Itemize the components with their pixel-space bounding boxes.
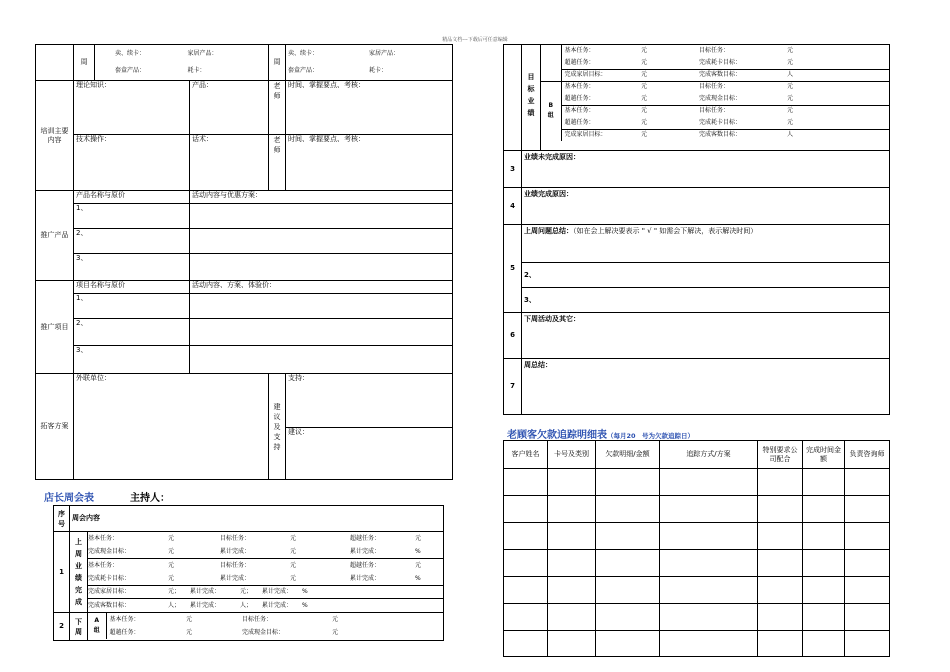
rt-num-5: 5: [504, 225, 522, 313]
partner-cell: 外联单位：: [74, 374, 269, 480]
last-week-content: [88, 532, 444, 613]
table-cell: [596, 631, 660, 657]
week-label-2: 周: [269, 45, 286, 81]
n-cash-goal: 完成现金目标：: [242, 628, 285, 636]
r-cust-goal: 完成客数目标：: [699, 71, 742, 78]
consume-card-label: 耗卡：: [187, 67, 206, 75]
table-row: [504, 496, 890, 523]
m-yuan-4: 元: [168, 547, 175, 555]
table-cell: [504, 604, 548, 631]
table-cell: [845, 577, 890, 604]
table-cell: [596, 523, 660, 550]
r-yuan-9: 元: [787, 94, 794, 102]
m-yuan-semi-1: 元；: [168, 588, 181, 595]
r-person-2: 人: [787, 131, 794, 139]
r-home-goal: 完成家居目标：: [564, 71, 607, 78]
promo-product-row-3: 3、: [74, 254, 190, 281]
table-cell: [660, 631, 758, 657]
time-points-cell-2: 时间、掌握要点、考核：: [286, 135, 453, 191]
r-cash-goal: 完成现金目标：: [699, 94, 742, 102]
not-done-reason: 业绩未完成原因：: [522, 151, 890, 188]
n-exceed: 超越任务：: [109, 628, 140, 636]
rt-num-4: 4: [504, 188, 522, 225]
product-cell: 产品：: [190, 81, 269, 135]
content-header: 周会内容: [70, 506, 444, 532]
meeting-host: 主持人：: [130, 493, 170, 504]
support-cell: 支持：: [286, 374, 453, 428]
table-cell: [803, 469, 845, 496]
week-summary: 周总结：: [522, 359, 890, 415]
m-cum-7: 累计完成：: [190, 601, 221, 609]
r-yuan-4: 元: [787, 58, 794, 66]
rt-num-3: 3: [504, 151, 522, 188]
m-person-semi-2: 人；: [240, 601, 253, 609]
m-pct-3: %: [302, 588, 308, 595]
issue-3: 3、: [522, 288, 890, 313]
m-basic-1: 基本任务：: [88, 534, 119, 542]
m-yuan-7: 元: [290, 561, 297, 569]
promo-project-row-3: 3、: [74, 346, 190, 374]
table-cell: [548, 604, 596, 631]
table-cell: [504, 577, 548, 604]
r-basic-1: 基本任务：: [564, 47, 595, 54]
last-issues-label: 上周问题总结：: [524, 227, 573, 235]
week-blank: [36, 45, 74, 81]
table-cell: [548, 469, 596, 496]
table-cell: [803, 496, 845, 523]
table-cell: [758, 550, 803, 577]
m-cum-8: 累计完成：: [262, 601, 293, 609]
m-cum-2: 累计完成：: [350, 547, 381, 555]
table-cell: [596, 604, 660, 631]
m-yuan-2: 元: [290, 534, 297, 542]
table-cell: [548, 496, 596, 523]
table-cell: [660, 604, 758, 631]
next-activity: 下周活动及其它：: [522, 313, 890, 359]
r-yuan-1: 元: [641, 47, 648, 54]
m-cum-3: 累计完成：: [220, 574, 251, 582]
table-row: [504, 577, 890, 604]
table-cell: [803, 577, 845, 604]
theory-cell: 理论知识：: [74, 81, 190, 135]
r-target-1: 目标任务：: [699, 47, 730, 54]
last-issues-cell: [522, 225, 890, 263]
m-cust-goal: 完成客数目标：: [88, 601, 131, 609]
training-label: 培训主要内容: [36, 81, 74, 191]
m-cum-6: 累计完成：: [262, 588, 293, 595]
arrears-h-done: 完成时间金额: [803, 441, 845, 469]
arrears-h-consultant: 负责咨询师: [845, 441, 890, 469]
r-yuan-7: 元: [787, 83, 794, 91]
table-cell: [504, 469, 548, 496]
table-cell: [845, 631, 890, 657]
rt-num-7: 7: [504, 359, 522, 415]
table-cell: [803, 604, 845, 631]
table-cell: [548, 550, 596, 577]
n-yuan-2: 元: [332, 615, 339, 623]
table-cell: [596, 469, 660, 496]
table-cell: [803, 550, 845, 577]
table-cell: [803, 631, 845, 657]
done-reason: 业绩完成原因：: [522, 188, 890, 225]
expand-label: 拓客方案: [36, 374, 74, 480]
r-yuan-2: 元: [787, 47, 794, 54]
m-pct-1: %: [415, 547, 421, 555]
m-target-2: 目标任务：: [220, 561, 251, 569]
script-cell: 话术：: [190, 135, 269, 191]
promo-project-row-2: 2、: [74, 319, 190, 346]
header-note: 精品文档---下载后可任意编辑: [442, 37, 508, 43]
arrears-h-detail: 欠款明细/金额: [596, 441, 660, 469]
table-cell: [758, 469, 803, 496]
arrears-h-support: 特别要求公司配合: [758, 441, 803, 469]
table-cell: [504, 496, 548, 523]
promo-product-offer-2: [190, 229, 453, 254]
promo-project-plan-3: [190, 346, 453, 374]
week-label: 周: [74, 45, 95, 81]
r-yuan-14: 元: [641, 131, 648, 139]
table-cell: [758, 631, 803, 657]
table-row: [504, 523, 890, 550]
arrears-subtitle: （每月20 号为欠款追踪日）: [607, 432, 695, 440]
m-yuan-6: 元: [168, 561, 175, 569]
promo-product-label: 推广产品: [36, 191, 74, 281]
r-target-2: 目标任务：: [699, 83, 730, 91]
n-yuan-4: 元: [332, 628, 339, 636]
table-row: [504, 604, 890, 631]
m-pct-2: %: [415, 574, 421, 582]
r-yuan-8: 元: [641, 94, 648, 102]
m-yuan-9: 元: [168, 574, 175, 582]
advice-support-label: 建议及支持: [269, 374, 286, 480]
arrears-h-method: 追踪方式/方案: [660, 441, 758, 469]
r-exceed-2: 超越任务：: [564, 94, 595, 102]
r-person-1: 人: [787, 71, 794, 78]
m-cash-goal: 完成现金目标：: [88, 547, 131, 555]
r-yuan-3: 元: [641, 58, 648, 66]
arrears-table: [503, 440, 890, 657]
activity-plan: 活动内容、方案、体验价：: [190, 281, 453, 294]
table-cell: [596, 496, 660, 523]
m-target-1: 目标任务：: [220, 534, 251, 542]
table-cell: [548, 577, 596, 604]
table-cell: [758, 496, 803, 523]
m-home-goal: 完成家居目标：: [88, 588, 131, 595]
table-cell: [596, 550, 660, 577]
table-cell: [504, 631, 548, 657]
arrears-h-card: 卡号及类别: [548, 441, 596, 469]
home-product-label: 家居产品：: [187, 49, 218, 57]
sales-card-label-2: 卖、续卡：: [288, 49, 319, 57]
r-basic-2: 基本任务：: [564, 83, 595, 91]
arrears-h-name: 客户姓名: [504, 441, 548, 469]
sales-card-label: 卖、续卡：: [115, 49, 146, 57]
promo-product-row-2: 2、: [74, 229, 190, 254]
n-yuan-3: 元: [186, 628, 193, 636]
table-row: [504, 469, 890, 496]
r-home-goal-2: 完成家居目标：: [564, 131, 607, 139]
rt-blank: [504, 45, 522, 151]
group-b-label: B组: [541, 81, 561, 141]
m-exceed-2: 超越任务：: [350, 561, 381, 569]
table-cell: [504, 550, 548, 577]
issue-2: 2、: [522, 263, 890, 288]
consume-card-label-2: 耗卡：: [369, 67, 388, 75]
m-basic-2: 基本任务：: [88, 561, 119, 569]
m-cum-4: 累计完成：: [350, 574, 381, 582]
m-exceed-1: 超越任务：: [350, 534, 381, 542]
group-a-label: A组: [88, 613, 106, 639]
seq-header: 序号: [54, 506, 70, 532]
table-cell: [504, 523, 548, 550]
table-cell: [596, 577, 660, 604]
r-yuan-12: 元: [641, 118, 648, 126]
arrears-header-row: [504, 441, 890, 469]
r-card-goal-1: 完成耗卡目标：: [699, 58, 742, 66]
target-perf-content: [541, 45, 890, 151]
num-1: 1: [54, 532, 70, 613]
last-week-label: 上周业绩完成: [70, 532, 88, 613]
r-yuan-10: 元: [641, 107, 648, 115]
m-yuan-1: 元: [168, 534, 175, 542]
m-cum-1: 累计完成：: [220, 547, 251, 555]
advice-cell: 建议：: [286, 428, 453, 480]
m-yuan-semi-2: 元；: [240, 588, 253, 595]
promo-product-offer-3: [190, 254, 453, 281]
m-yuan-10: 元: [290, 574, 297, 582]
teacher-label-2: 老师: [269, 135, 286, 191]
next-week-label: 下周: [70, 613, 88, 641]
box-product-label: 套盒产品：: [115, 67, 146, 75]
table-row: [504, 550, 890, 577]
promo-project-label: 推广项目: [36, 281, 74, 374]
table-cell: [758, 604, 803, 631]
table-cell: [660, 550, 758, 577]
r-target-3: 目标任务：: [699, 107, 730, 115]
r-exceed-3: 超越任务：: [564, 118, 595, 126]
r-exceed-1: 超越任务：: [564, 58, 595, 66]
table-cell: [660, 523, 758, 550]
m-card-goal: 完成耗卡目标：: [88, 574, 131, 582]
time-points-cell: 时间、掌握要点、考核：: [286, 81, 453, 135]
table-cell: [803, 523, 845, 550]
teacher-label: 老师: [269, 81, 286, 135]
n-target: 目标任务：: [242, 615, 273, 623]
promo-project-plan-2: [190, 319, 453, 346]
week-sales-cell-2: [286, 45, 453, 81]
n-yuan-1: 元: [186, 615, 193, 623]
r-yuan-5: 元: [641, 71, 648, 78]
table-cell: [758, 577, 803, 604]
meeting-title: 店长周会表: [44, 493, 94, 504]
r-card-goal-2: 完成耗卡目标：: [699, 118, 742, 126]
promo-product-offer-1: [190, 204, 453, 229]
product-name-price: 产品名称与原价: [74, 191, 190, 204]
table-cell: [845, 550, 890, 577]
num-2: 2: [54, 613, 70, 641]
project-name-price: 项目名称与原价: [74, 281, 190, 294]
n-basic: 基本任务：: [109, 615, 140, 623]
m-pct-4: %: [302, 601, 308, 609]
m-yuan-8: 元: [415, 561, 422, 569]
m-person-semi-1: 人；: [168, 601, 181, 609]
promo-product-row-1: 1、: [74, 204, 190, 229]
target-perf-label: 目标业绩: [522, 45, 541, 151]
next-week-content: [88, 613, 444, 641]
r-yuan-6: 元: [641, 83, 648, 91]
box-product-label-2: 套盒产品：: [288, 67, 319, 75]
m-cum-5: 累计完成：: [190, 588, 221, 595]
meeting-table: [53, 505, 444, 641]
table-cell: [660, 577, 758, 604]
m-yuan-3: 元: [415, 534, 422, 542]
m-yuan-5: 元: [290, 547, 297, 555]
table-cell: [660, 469, 758, 496]
table-cell: [758, 523, 803, 550]
table-cell: [845, 604, 890, 631]
table-cell: [660, 496, 758, 523]
last-issues-note: （如在会上解决要表示 " √ " 如需会下解决，表示解决时间）: [573, 227, 758, 235]
table-cell: [548, 523, 596, 550]
table-cell: [845, 469, 890, 496]
promo-project-row-1: 1、: [74, 294, 190, 319]
technique-cell: 技术操作：: [74, 135, 190, 191]
week-sales-cell: [95, 45, 269, 81]
arrears-title: 老顾客欠款追踪明细表: [507, 430, 607, 441]
r-cust-goal-2: 完成客数目标：: [699, 131, 742, 139]
r-yuan-13: 元: [787, 118, 794, 126]
weekly-plan-table: [35, 44, 453, 480]
r-yuan-11: 元: [787, 107, 794, 115]
table-cell: [548, 631, 596, 657]
target-perf-table: [503, 44, 890, 415]
table-cell: [845, 496, 890, 523]
promo-project-plan-1: [190, 294, 453, 319]
table-row: [504, 631, 890, 657]
r-basic-3: 基本任务：: [564, 107, 595, 115]
activity-offer: 活动内容与优惠方案：: [190, 191, 453, 204]
rt-num-6: 6: [504, 313, 522, 359]
home-product-label-2: 家居产品：: [369, 49, 400, 57]
table-cell: [845, 523, 890, 550]
